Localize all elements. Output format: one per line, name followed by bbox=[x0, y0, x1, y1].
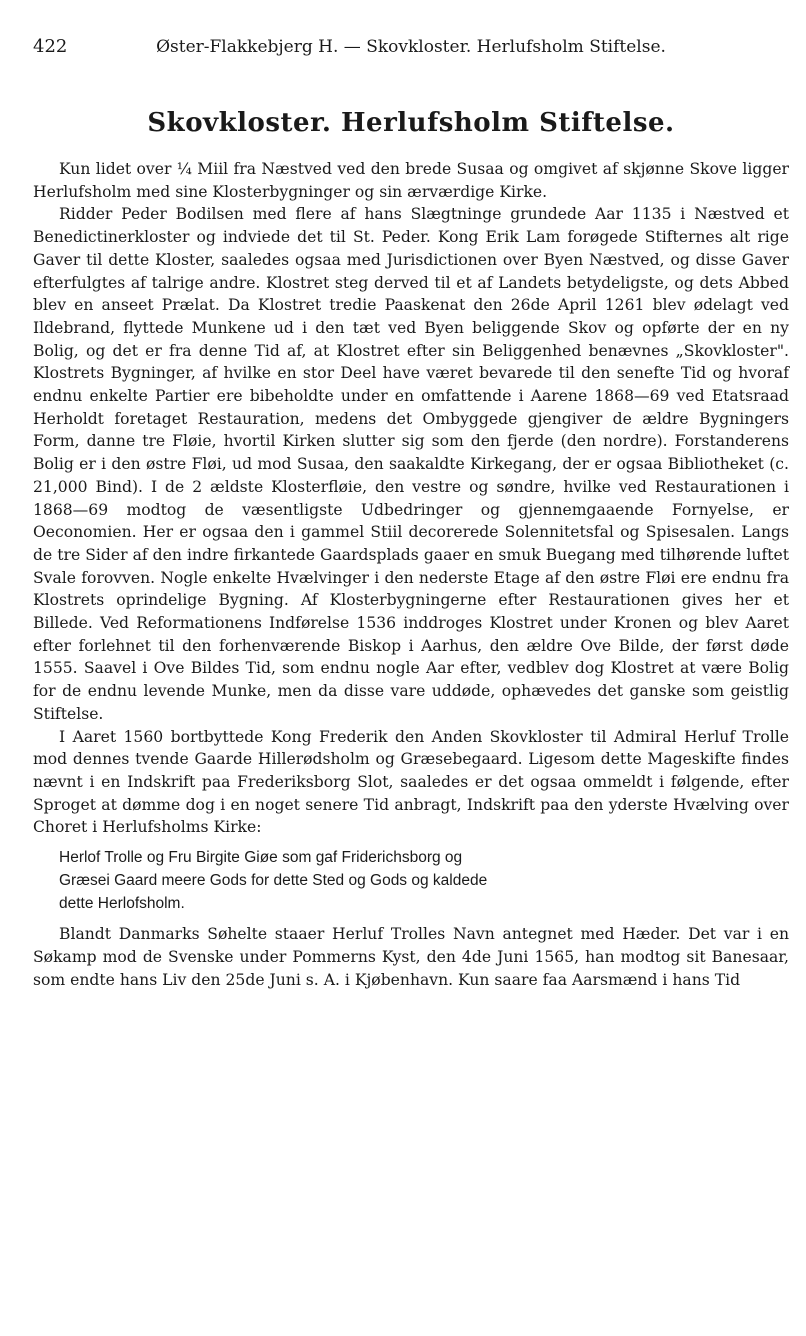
paragraph: Kun lidet over ¼ Miil fra Næstved ved den brede Susaa og omgivet af skjønne Skove ligger Herlufsholm med sine Klosterbygninger og sin ærværdige Kirke. bbox=[33, 160, 789, 201]
body-text bbox=[33, 158, 789, 991]
paragraph: I Aaret 1560 bortbyttede Kong Frederik den Anden Skovkloster til Admiral Herluf Trolle mod dennes tvende Gaarde Hillerødsholm og Græsebegaard. Ligesom dette Mageskifte findes nævnt i en Indskrift paa Frederiksborg Slot, saaledes er det ogsaa ommeldt i følgende, efter Sproget at dømme dog i en noget senere Tid anbragt, Indskrift paa den yderste Hvælving over Choret i Herlufsholms Kirke: bbox=[33, 727, 789, 837]
inscription-line: dette Herlofsholm. bbox=[59, 894, 185, 912]
paragraph: Ridder Peder Bodilsen med flere af hans Slægtninge grundede Aar 1135 i Næstved et Benedictinerkloster og indviede det til St. Peder. Kong Erik Lam forøgede Stifternes alt rige Gaver til dette Kloster, saaledes ogsaa med Jurisdictionen over Byen Næstved, og disse Gaver efterfulgtes af talrige andre. Klostret steg derved til et af Landets betydeligste, og dets Abbed blev en anseet Prælat. Da Klostret tredie Paaskenat den 26de April 1261 blev ødelagt ved Ildebrand, flyttede Munkene ud i den tæt ved Byen beliggende Skov og opførte der en ny Bolig, og det er fra denne Tid af, at Klostret efter sin Beliggenhed benævnes „Skovkloster". Klostrets Bygninger, af hvilke en stor Deel have været bevarede til den senefte Tid og hvoraf endnu enkelte Partier ere bibeholdte under en omfattende i Aarene 1868—69 ved Etatsraad Herholdt foretaget Restauration, medens det Ombyggede gjengiver de ældre Bygningers Form, danne tre Fløie, hvortil Kirken slutter sig som den fjerde (den nordre). Forstanderens Bolig er i den østre Fløi, ud mod Susaa, den saakaldte Kirkegang, der er ogsaa Bibliotheket (c. 21,000 Bind). I de 2 ældste Klosterfløie, den vestre og søndre, hvilke ved Restaurationen i 1868—69 modtog de væsentligste Udbedringer og gjennemgaaende Fornyelse, er Oeconomien. Her er ogsaa den i gammel Stiil decorerede Solennitetsfal og Spisesalen. Langs de tre Sider af den indre firkantede Gaardsplads gaaer en smuk Buegang med tilhørende luftet Svale forovven. Nogle enkelte Hvælvinger i den nederste Etage af den østre Fløi ere endnu fra Klostrets oprindelige Bygning. Af Klosterbygningerne efter Restaurationen gives her et Billede. Ved Reformationens Indførelse 1536 inddroges Klostret under Kronen og blev Aaret efter forlehnet til den forhenværende Biskop i Aarhus, den ældre Ove Bilde, der først døde 1555. Saavel i Ove Bildes Tid, som endnu nogle Aar efter, vedblev dog Klostret at være Bolig for de endnu levende Munke, men da disse vare uddøde, ophævedes det ganske som geistlig Stiftelse. bbox=[33, 205, 789, 723]
inscription-line: Herlof Trolle og Fru Birgite Giøe som gaf Friderichsborg og bbox=[59, 849, 463, 867]
section-title: Skovkloster. Herlufsholm Stiftelse. bbox=[147, 108, 675, 138]
book-page bbox=[33, 36, 789, 991]
running-title: Øster-Flakkebjerg H. — Skovkloster. Herlufsholm Stiftelse. bbox=[156, 37, 666, 57]
paragraph: Blandt Danmarks Søhelte staaer Herluf Trolles Navn antegnet med Hæder. Det var i en Søkamp mod de Svenske under Pommerns Kyst, den 4de Juni 1565, han modtog sit Banesaar, som endte hans Liv den 25de Juni s. A. i Kjøbenhavn. Kun saare faa Aarsmænd i hans Tid bbox=[33, 925, 789, 989]
inscription-line: Græsei Gaard meere Gods for dette Sted og Gods og kaldede bbox=[59, 871, 488, 889]
page-number: 422 bbox=[33, 36, 68, 57]
inscription-quote bbox=[33, 847, 789, 915]
running-head bbox=[33, 36, 789, 66]
